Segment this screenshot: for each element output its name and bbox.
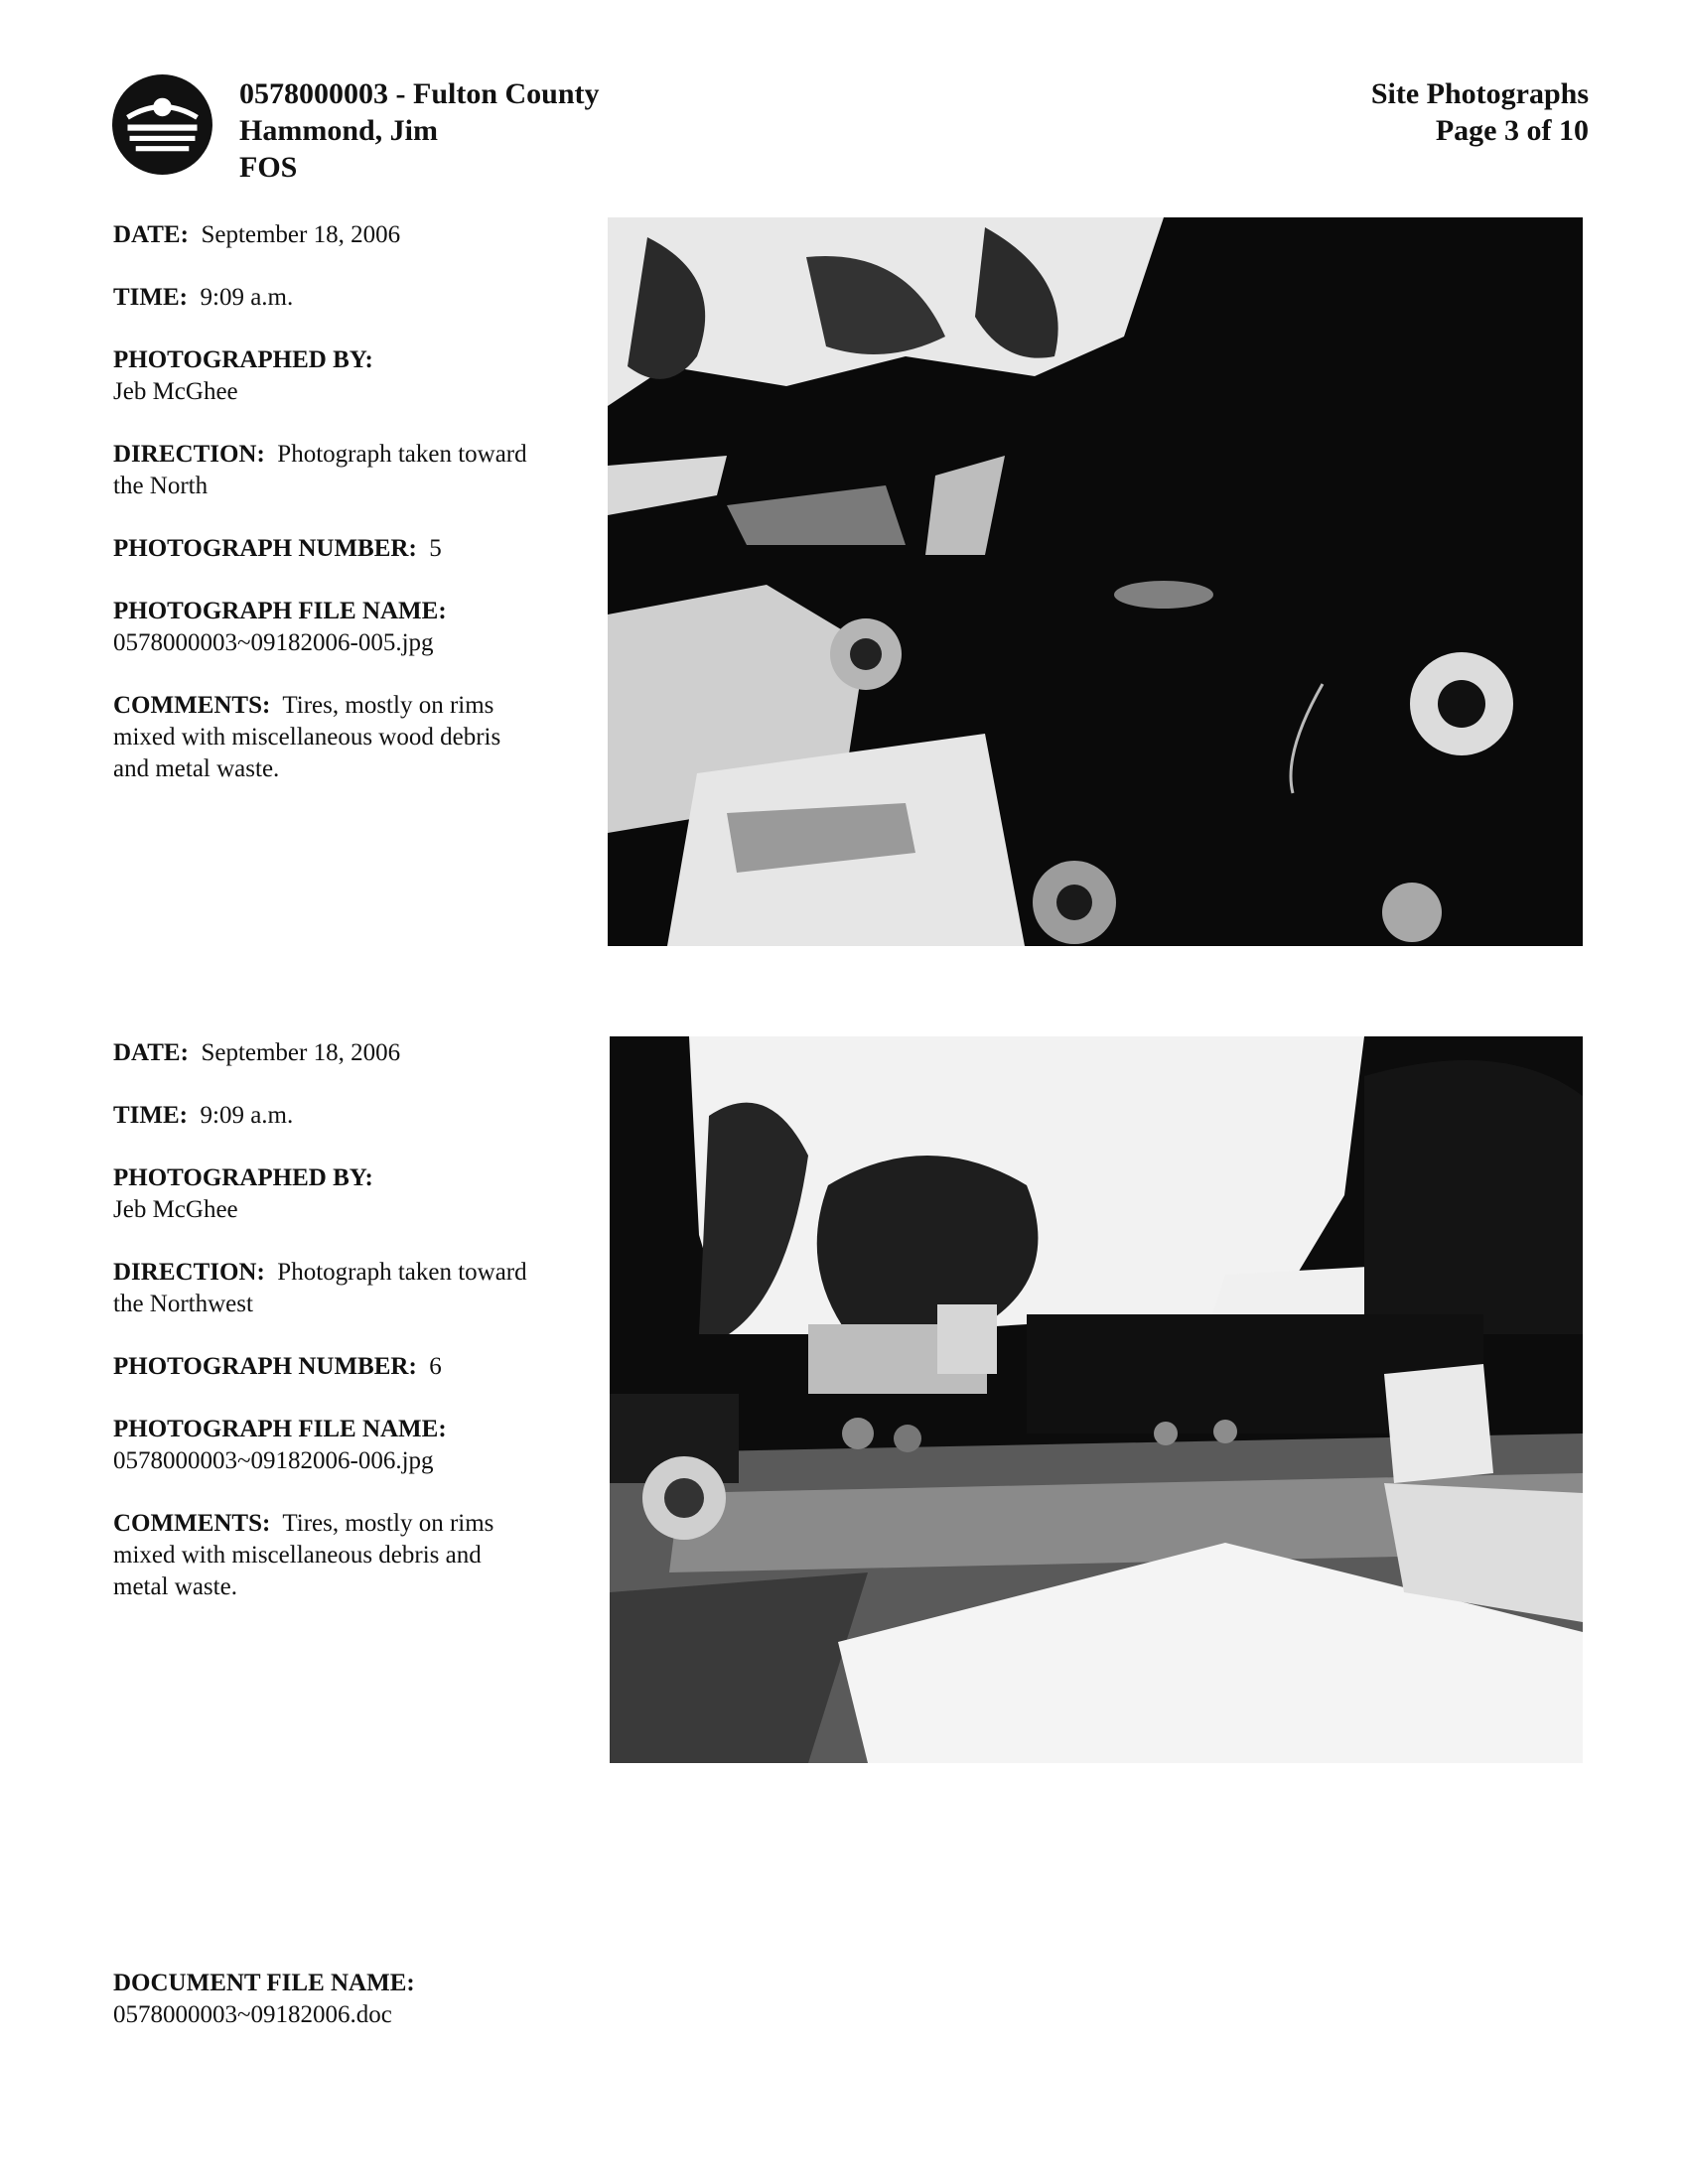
direction-field: DIRECTION: Photograph taken toward the Northwest	[113, 1259, 527, 1317]
site-photo-1	[608, 217, 1583, 946]
direction-field: DIRECTION: Photograph taken toward the North	[113, 441, 527, 499]
header-left	[239, 75, 600, 186]
header-right	[1371, 75, 1589, 149]
time-field: TIME: 9:09 a.m.	[113, 284, 294, 311]
photographed-by-field: PHOTOGRAPHED BY: Jeb McGhee	[113, 1164, 373, 1223]
date-field: DATE: September 18, 2006	[113, 221, 401, 248]
header-name: Hammond, Jim	[239, 114, 439, 147]
comments-field: COMMENTS: Tires, mostly on rims mixed with miscellaneous debris and metal waste.	[113, 1510, 494, 1600]
photo-file-name-field: PHOTOGRAPH FILE NAME: 0578000003~09182006-005.jpg	[113, 598, 447, 656]
photo-info-block-1	[113, 219, 590, 816]
time-field: TIME: 9:09 a.m.	[113, 1102, 294, 1129]
agency-logo-icon	[111, 73, 213, 176]
header-page-number: Page 3 of 10	[1435, 114, 1589, 147]
site-photo-2	[610, 1036, 1583, 1763]
comments-field: COMMENTS: Tires, mostly on rims mixed with miscellaneous wood debris and metal waste.	[113, 692, 501, 782]
header-title: Site Photographs	[1370, 77, 1589, 110]
photo-number-field: PHOTOGRAPH NUMBER: 5	[113, 535, 442, 562]
header-unit: FOS	[239, 151, 298, 184]
photographed-by-field: PHOTOGRAPHED BY: Jeb McGhee	[113, 346, 373, 405]
photo-file-name-field: PHOTOGRAPH FILE NAME: 0578000003~09182006-006.jpg	[113, 1416, 447, 1474]
header-site-id: 0578000003 - Fulton County	[239, 77, 600, 110]
photo-number-field: PHOTOGRAPH NUMBER: 6	[113, 1353, 442, 1380]
document-file-name: DOCUMENT FILE NAME: 0578000003~09182006.doc	[113, 1970, 415, 2028]
photo-info-block-2	[113, 1037, 590, 1634]
date-field: DATE: September 18, 2006	[113, 1039, 401, 1066]
